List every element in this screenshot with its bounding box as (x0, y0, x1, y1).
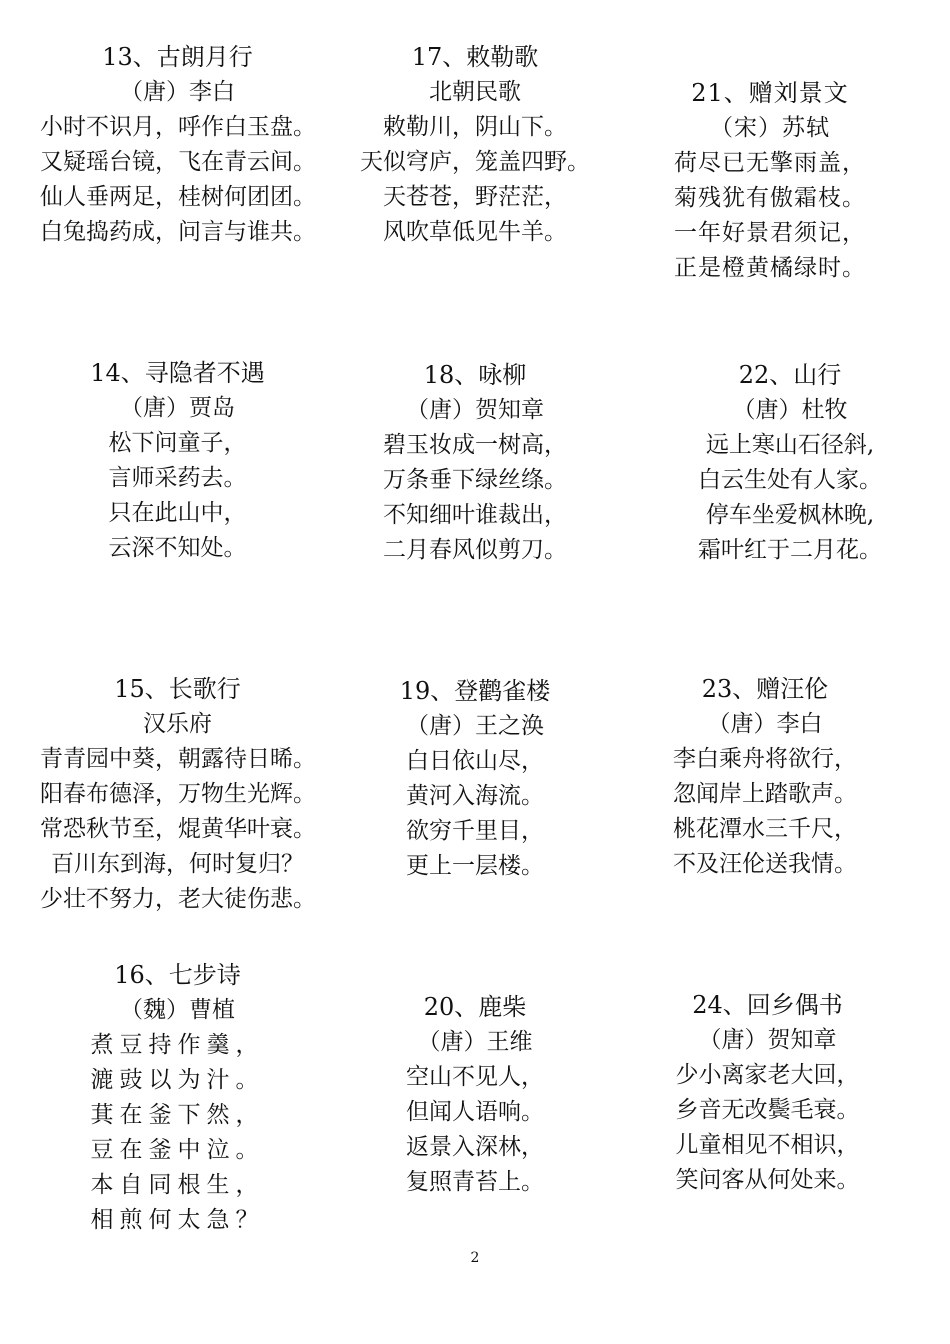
poem-line: 李白乘舟将欲行， (673, 746, 857, 772)
poem-21 (630, 76, 910, 286)
poem-line: 停车坐爱枫林晚, (705, 502, 875, 528)
poem-15 (40, 672, 315, 917)
poem-author: 北朝民歌 (429, 79, 521, 105)
poem-line: 少小离家老大回， (675, 1062, 860, 1088)
poem-line: 万条垂下绿丝绦。 (383, 467, 567, 493)
poem-line: 言师采药去。 (108, 465, 247, 491)
poem-author: （唐）王之涣 (406, 713, 544, 739)
poem-19 (340, 674, 610, 884)
poem-line: 阳春布德泽，万物生光辉。 (40, 781, 316, 807)
poem-18 (340, 358, 610, 568)
poem-title: 23、赠汪伦 (701, 675, 829, 703)
poem-author: （唐）杜牧 (732, 397, 848, 423)
poem-title: 19、登鹳雀楼 (399, 677, 551, 705)
poem-line: 风吹草低见牛羊。 (383, 219, 567, 245)
poem-line: 天似穹庐，笼盖四野。 (360, 149, 590, 175)
poem-line: 又疑瑶台镜，飞在青云间。 (40, 149, 316, 175)
poem-title: 20、鹿柴 (423, 993, 527, 1021)
poem-line: 本自同根生， (90, 1172, 265, 1198)
poem-line: 天苍苍，野茫茫， (383, 184, 567, 210)
poem-author: （唐）贺知章 (406, 397, 544, 423)
poem-line: 常恐秋节至，焜黄华叶衰。 (40, 816, 316, 842)
poem-line: 更上一层楼。 (406, 853, 544, 879)
poem-line: 但闻人语响。 (406, 1099, 544, 1125)
poem-23 (630, 672, 900, 882)
poem-title: 17、敕勒歌 (411, 43, 539, 71)
poem-line: 欲穷千里目， (406, 818, 544, 844)
poem-author: （宋）苏轼 (710, 115, 830, 141)
poem-24 (630, 988, 905, 1198)
poem-author: 汉乐府 (143, 711, 212, 737)
poem-line: 煮豆持作羹， (90, 1032, 265, 1058)
poem-13 (40, 40, 315, 250)
poem-line: 桃花潭水三千尺， (673, 816, 857, 842)
poem-line: 不及汪伦送我情。 (673, 851, 857, 877)
poem-line: 忽闻岸上踏歌声。 (673, 781, 857, 807)
poem-line: 漉豉以为汁。 (90, 1067, 265, 1093)
poem-17 (340, 40, 610, 250)
poem-author: （魏）曹植 (120, 997, 235, 1023)
poem-title: 13、古朗月行 (102, 43, 253, 71)
poem-title: 18、咏柳 (423, 361, 527, 389)
poem-title: 22、山行 (738, 361, 842, 389)
poem-line: 返景入深林， (406, 1134, 544, 1160)
poem-line: 豆在釜中泣。 (90, 1137, 265, 1163)
poem-line: 远上寒山石径斜, (705, 432, 875, 458)
poem-author: （唐）贺知章 (698, 1027, 837, 1053)
poem-author: （唐）李白 (120, 79, 235, 105)
poem-line: 菊残犹有傲霜枝。 (674, 185, 866, 211)
poem-line: 正是橙黄橘绿时。 (674, 255, 866, 281)
poem-line: 二月春风似剪刀。 (383, 537, 567, 563)
poem-line: 白云生处有人家。 (698, 467, 882, 493)
poem-line: 白日依山尽， (406, 748, 544, 774)
poem-line: 荷尽已无擎雨盖， (674, 150, 866, 176)
poem-line: 一年好景君须记， (674, 220, 866, 246)
poem-line: 云深不知处。 (108, 535, 247, 561)
poem-author: （唐）李白 (707, 711, 823, 737)
poem-line: 儿童相见不相识， (675, 1132, 860, 1158)
poem-title: 14、寻隐者不遇 (90, 359, 265, 387)
poem-line: 只在此山中， (108, 500, 247, 526)
poem-line: 相煎何太急？ (90, 1207, 265, 1233)
poem-line: 黄河入海流。 (406, 783, 544, 809)
poem-line: 敕勒川，阴山下。 (383, 114, 567, 140)
poem-20 (340, 990, 610, 1200)
poem-line: 萁在釜下然， (90, 1102, 265, 1128)
poem-line: 不知细叶谁裁出， (383, 502, 567, 528)
page-number: 2 (470, 1250, 480, 1266)
poem-line: 百川东到海，何时复归？ (51, 851, 304, 877)
poem-14 (40, 356, 315, 566)
poem-line: 复照青苔上。 (406, 1169, 544, 1195)
poem-22 (650, 358, 930, 568)
poem-title: 21、赠刘景文 (691, 79, 849, 107)
poem-line: 小时不识月，呼作白玉盘。 (40, 114, 316, 140)
poem-line: 松下问童子， (108, 430, 247, 456)
poem-line: 少壮不努力，老大徒伤悲。 (40, 886, 316, 912)
poem-author: （唐）贾岛 (120, 395, 235, 421)
poem-title: 24、回乡偶书 (692, 991, 843, 1019)
poem-16 (40, 958, 315, 1238)
poem-author: （唐）王维 (417, 1029, 533, 1055)
poem-line: 霜叶红于二月花。 (698, 537, 882, 563)
poem-line: 笑问客从何处来。 (675, 1167, 860, 1193)
poem-line: 乡音无改鬓毛衰。 (675, 1097, 860, 1123)
poem-line: 青青园中葵，朝露待日晞。 (40, 746, 316, 772)
poem-title: 16、七步诗 (114, 961, 241, 989)
poem-line: 白兔捣药成，问言与谁共。 (40, 219, 316, 245)
poem-line: 空山不见人， (406, 1064, 544, 1090)
poem-line: 碧玉妆成一树高， (383, 432, 567, 458)
poem-title: 15、长歌行 (114, 675, 241, 703)
poem-line: 仙人垂两足，桂树何团团。 (40, 184, 316, 210)
